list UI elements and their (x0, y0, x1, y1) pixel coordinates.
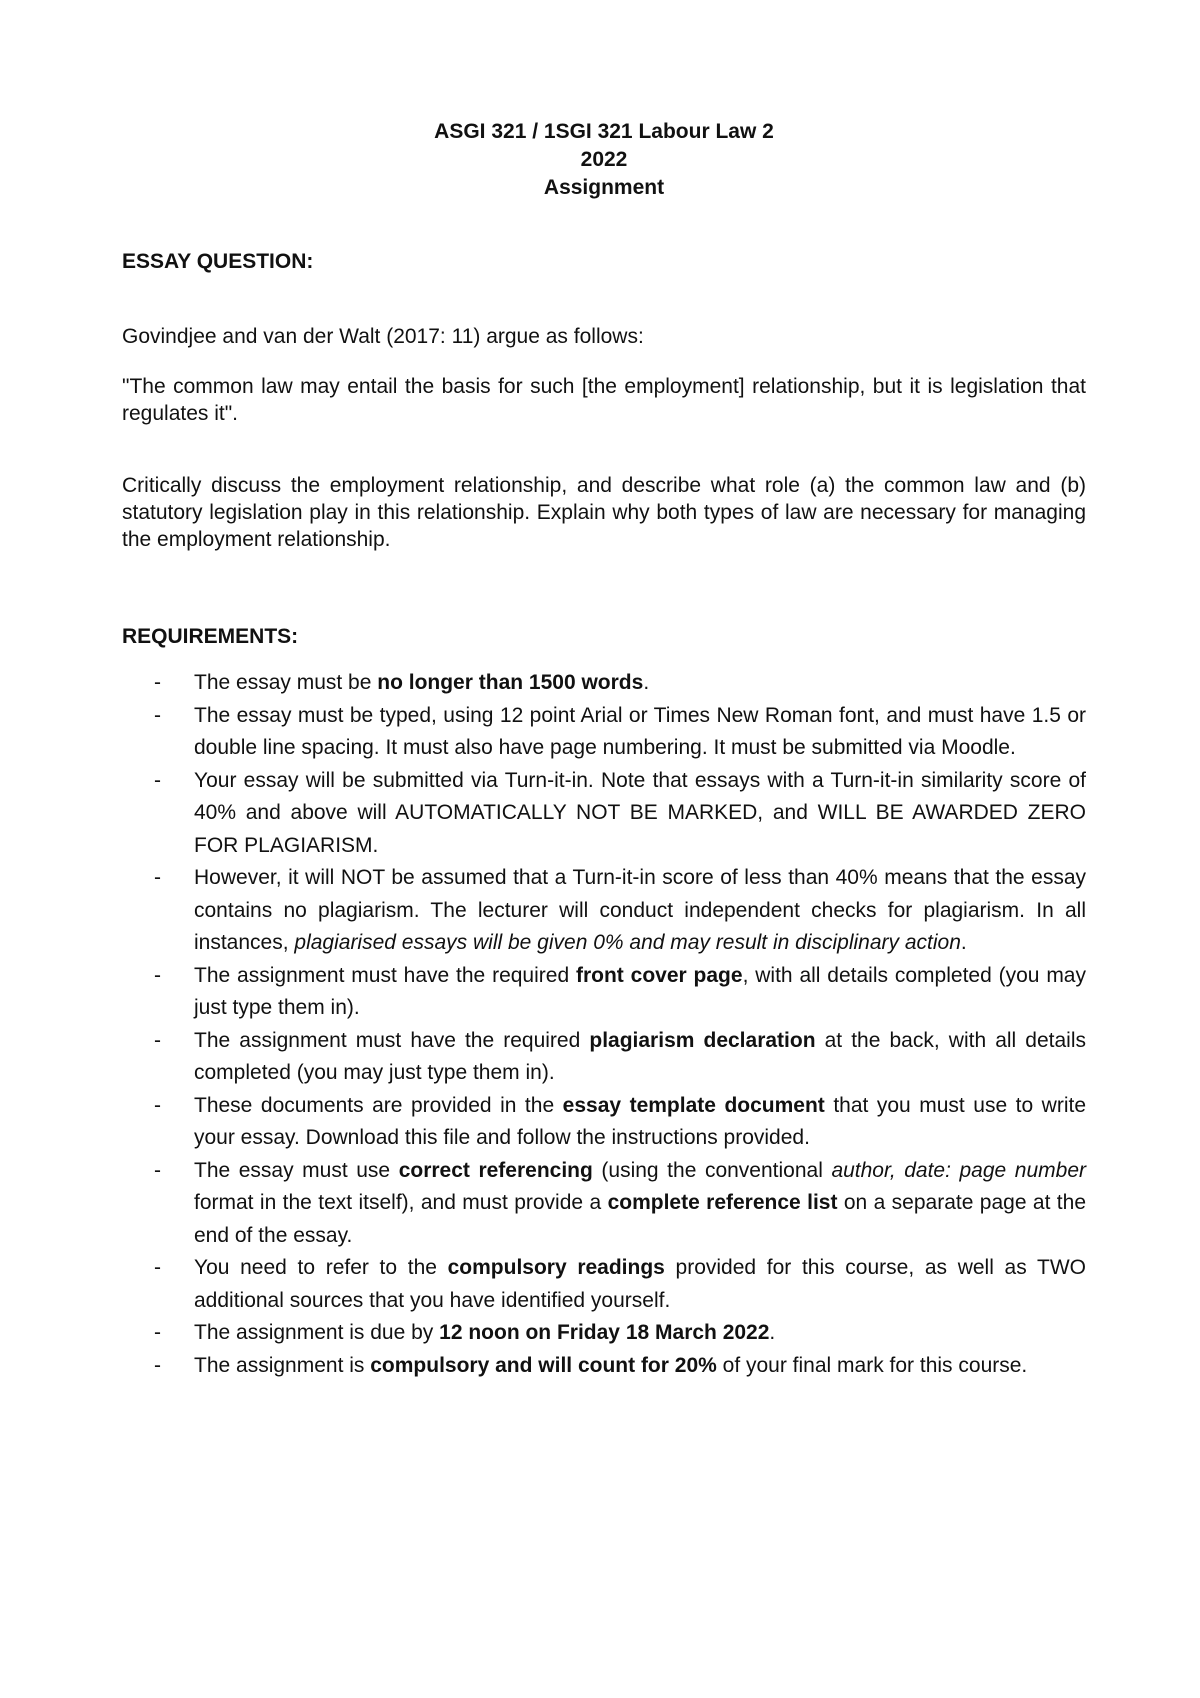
text-run: at the back, with all details completed (you may just type them in). (194, 1028, 1087, 1084)
requirement-item (122, 1317, 1086, 1350)
requirement-item (122, 1025, 1086, 1090)
list-bullet: - (154, 1256, 161, 1279)
text-run: Your essay will be submitted via Turn-it-in. Note that essays with a Turn-it-in similarity score of 40% and above will AUTOMATICALLY NOT BE MARKED, and WILL BE AWARDED ZERO FOR PLAGIARISM. (194, 768, 1086, 857)
text-run: that you must use to write your essay. Download this file and follow the instructions provided. (194, 1093, 1087, 1149)
text-run: format in the text itself), and must provide a (194, 1191, 608, 1214)
text-run: The assignment is due by (194, 1321, 440, 1344)
requirement-item (122, 765, 1086, 863)
italic-text: plagiarised essays will be given 0% and may result in disciplinary action (294, 931, 961, 954)
text-run: The essay must be (194, 671, 378, 694)
text-run: on a separate page at the end of the essay. (194, 1191, 1087, 1247)
bold-text: compulsory readings (447, 1256, 665, 1279)
bold-text: correct referencing (398, 1158, 593, 1182)
requirement-item (122, 1155, 1086, 1253)
list-bullet: - (154, 703, 161, 727)
essay-question-heading: ESSAY QUESTION: (122, 250, 314, 273)
text-run: The assignment is (194, 1353, 371, 1377)
essay-question-text: Critically discuss the employment relationship, and describe what role (a) the common law and (b) statutory legislation play in this relationship. Explain why both types of law are necessary for managing the employment relationship. (122, 474, 1086, 551)
text-run: The assignment must have the required (194, 963, 576, 987)
text-run: of your final mark for this course. (716, 1353, 1028, 1377)
bold-text: essay template document (562, 1093, 825, 1117)
requirements-heading: REQUIREMENTS: (122, 625, 299, 648)
requirement-item (122, 1252, 1086, 1317)
list-bullet: - (154, 963, 161, 987)
list-bullet: - (154, 866, 161, 889)
list-bullet: - (154, 671, 161, 694)
text-run: The essay must use (194, 1158, 399, 1182)
list-bullet: - (154, 1158, 161, 1182)
list-bullet: - (154, 1353, 161, 1377)
essay-intro: Govindjee and van der Walt (2017: 11) argue as follows: (122, 325, 644, 348)
italic-text: author, date: page number (831, 1158, 1086, 1182)
text-run: . (960, 931, 967, 954)
bold-text: 12 noon on Friday 18 March 2022 (439, 1321, 770, 1344)
bold-text: front cover page (575, 963, 743, 987)
bold-text: plagiarism declaration (589, 1028, 816, 1052)
document-page (122, 118, 1086, 1382)
text-run: However, it will NOT be assumed that a Turn-it-in score of less than 40% means that the essay contains no plagiarism. The lecturer will conduct independent checks for plagiarism. In all instances, (194, 866, 1086, 954)
requirement-item (122, 862, 1086, 960)
text-run: . (769, 1321, 776, 1344)
requirement-item (122, 1090, 1086, 1155)
essay-quote: "The common law may entail the basis for such [the employment] relationship, but it is legislation that regulates it". (122, 375, 1086, 425)
list-bullet: - (154, 1028, 161, 1052)
text-run: (using the conventional (592, 1158, 832, 1182)
text-run: The essay must be typed, using 12 point Arial or Times New Roman font, and must have 1.5 or double line spacing. It must also have page numbering. It must be submitted via Moodle. (194, 703, 1086, 759)
list-bullet: - (154, 768, 161, 792)
text-run: You need to refer to the (194, 1256, 448, 1279)
course-year: 2022 (580, 148, 628, 171)
text-run: The assignment must have the required (194, 1028, 590, 1052)
bold-text: complete reference list (607, 1191, 838, 1214)
bold-text: compulsory and will count for 20% (370, 1353, 717, 1377)
requirement-item (122, 1350, 1086, 1383)
text-run: These documents are provided in the (194, 1093, 563, 1117)
list-bullet: - (154, 1321, 161, 1344)
requirement-item (122, 960, 1086, 1025)
requirement-item (122, 700, 1086, 765)
title-block (122, 118, 1086, 202)
list-bullet: - (154, 1093, 161, 1117)
requirement-item (122, 667, 1086, 700)
text-run: provided for this course, as well as TWO additional sources that you have identified yourself. (194, 1256, 1087, 1312)
text-run: . (643, 671, 650, 694)
text-run: , with all details completed (you may just type them in). (194, 963, 1086, 1019)
course-title: ASGI 321 / 1SGI 321 Labour Law 2 (434, 120, 774, 143)
requirements-list (122, 667, 1086, 1382)
bold-text: no longer than 1500 words (377, 671, 644, 694)
document-type: Assignment (543, 176, 665, 199)
